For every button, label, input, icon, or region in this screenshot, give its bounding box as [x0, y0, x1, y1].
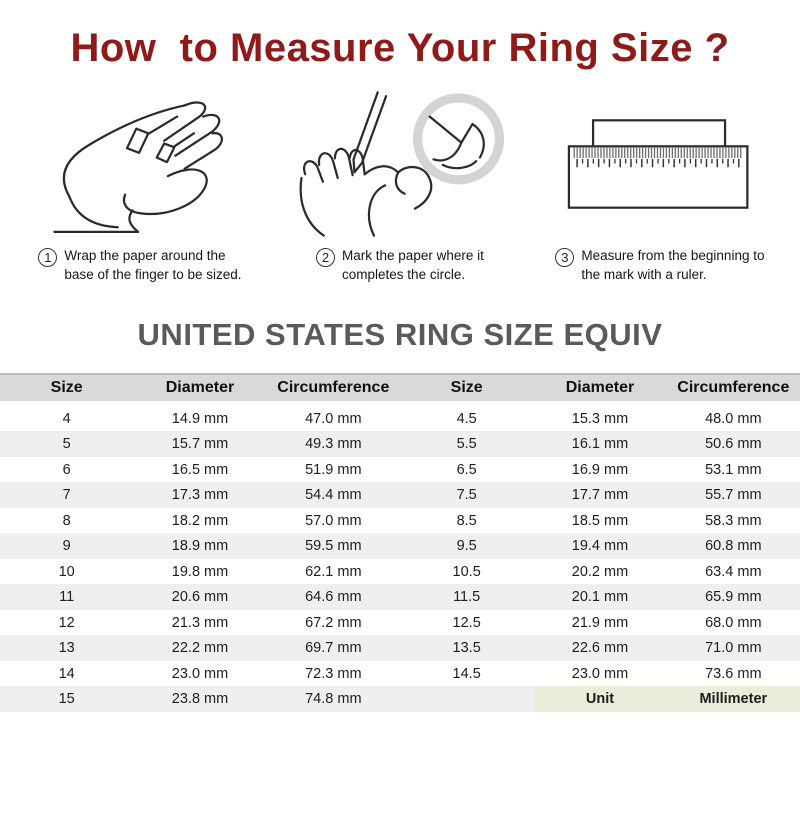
table-cell: 22.2 mm: [171, 640, 229, 657]
table-row: [0, 508, 800, 534]
table-cell: 13: [58, 640, 75, 657]
table-cell: 19.8 mm: [171, 563, 229, 580]
table-cell: 64.6 mm: [305, 589, 362, 606]
table-cell: 11: [59, 589, 75, 606]
table-cell: 13.5: [452, 640, 481, 657]
step-3-number-badge: 3: [555, 248, 574, 267]
table-cell: 21.9 mm: [571, 614, 629, 631]
table-cell: 72.3 mm: [305, 665, 362, 682]
table-cell: 7: [62, 487, 71, 504]
table-row: [0, 431, 800, 457]
ruler-measuring-paper-icon: [540, 85, 780, 243]
ring-size-table: [0, 373, 800, 712]
table-cell: 51.9 mm: [305, 461, 362, 478]
step-2-number-badge: 2: [316, 248, 335, 267]
table-cell: 12.5: [452, 614, 481, 631]
table-cell: 12: [58, 614, 75, 631]
table-row: [0, 559, 800, 585]
table-cell: 57.0 mm: [305, 512, 362, 529]
table-cell: 6.5: [456, 461, 477, 478]
marking-paper-with-pen-icon: [280, 85, 520, 243]
table-cell: 20.2 mm: [571, 563, 629, 580]
measurement-steps: [0, 85, 800, 285]
table-cell: 21.3 mm: [171, 614, 229, 631]
table-cell: 53.1 mm: [705, 461, 762, 478]
step-2-mark-paper: [270, 85, 530, 285]
table-cell: 73.6 mm: [705, 665, 762, 682]
table-cell: 5: [62, 436, 71, 453]
step-1-caption: [38, 247, 241, 285]
table-cell: 65.9 mm: [705, 589, 762, 606]
table-cell: 58.3 mm: [705, 512, 762, 529]
table-row: [0, 635, 800, 661]
table-cell: 4.5: [456, 410, 477, 427]
table-cell: 9.5: [456, 538, 477, 555]
step-3-measure-ruler: [530, 85, 790, 285]
table-cell: 14.9 mm: [171, 410, 229, 427]
table-cell: 68.0 mm: [705, 614, 762, 631]
table-cell: 18.9 mm: [171, 538, 229, 555]
step-1-wrap-paper: [10, 85, 270, 285]
step-2-caption: [316, 247, 484, 285]
table-row: [0, 457, 800, 483]
table-cell: 14: [58, 665, 75, 682]
table-row: [0, 610, 800, 636]
table-cell: 59.5 mm: [305, 538, 362, 555]
table-cell: 62.1 mm: [305, 563, 362, 580]
table-row: [0, 686, 800, 712]
column-header: Diameter: [133, 373, 266, 406]
table-cell: 8: [62, 512, 71, 529]
table-cell: 47.0 mm: [305, 410, 362, 427]
column-header: Size: [400, 373, 533, 406]
table-header: [0, 373, 800, 406]
table-cell: 71.0 mm: [705, 640, 762, 657]
hand-with-paper-strip-icon: [20, 85, 260, 243]
table-cell: 23.0 mm: [171, 665, 229, 682]
ring-size-guide-page: [0, 26, 800, 826]
table-cell: 63.4 mm: [705, 563, 762, 580]
table-cell: 16.9 mm: [571, 461, 629, 478]
page-title: How to Measure Your Ring Size ?: [70, 26, 730, 70]
table-cell: 10.5: [452, 563, 481, 580]
table-row: [0, 406, 800, 432]
table-cell: 16.1 mm: [571, 436, 629, 453]
table-cell: 23.0 mm: [571, 665, 629, 682]
table-cell: 20.6 mm: [171, 589, 229, 606]
column-header: Size: [0, 373, 133, 406]
table-cell: 18.2 mm: [171, 512, 229, 529]
step-3-caption-text: Measure from the beginning to the mark with a ruler.: [581, 248, 765, 282]
table-cell: 54.4 mm: [305, 487, 362, 504]
table-cell: 18.5 mm: [571, 512, 629, 529]
column-header: Circumference: [267, 373, 400, 406]
step-1-number-badge: 1: [38, 248, 57, 267]
table-row: [0, 482, 800, 508]
table-cell: 4: [62, 410, 71, 427]
table-cell: 19.4 mm: [571, 538, 629, 555]
table-body: [0, 406, 800, 712]
table-cell: 5.5: [456, 436, 477, 453]
table-cell: 11.5: [453, 589, 481, 606]
table-cell: 17.7 mm: [571, 487, 629, 504]
table-cell: 49.3 mm: [305, 436, 362, 453]
table-cell: Unit: [533, 686, 666, 712]
table-heading: UNITED STATES RING SIZE EQUIV: [137, 316, 663, 352]
table-cell: 48.0 mm: [705, 410, 762, 427]
table-cell: 69.7 mm: [305, 640, 362, 657]
table-cell: 22.6 mm: [571, 640, 629, 657]
step-3-caption: [555, 247, 764, 285]
table-row: [0, 661, 800, 687]
table-cell: 15: [58, 691, 75, 708]
table-cell: 50.6 mm: [705, 436, 762, 453]
table-cell: 55.7 mm: [705, 487, 762, 504]
table-row: [0, 584, 800, 610]
table-cell: 74.8 mm: [305, 691, 362, 708]
column-header: Circumference: [667, 373, 800, 406]
table-cell: 17.3 mm: [171, 487, 229, 504]
table-cell: 15.7 mm: [171, 436, 229, 453]
table-cell: 23.8 mm: [171, 691, 229, 708]
table-cell: 15.3 mm: [571, 410, 629, 427]
table-cell: 6: [62, 461, 71, 478]
table-cell: 60.8 mm: [705, 538, 762, 555]
table-cell: Millimeter: [667, 686, 800, 712]
table-cell: 20.1 mm: [571, 589, 629, 606]
table-cell: 8.5: [456, 512, 477, 529]
step-2-caption-text: Mark the paper where it completes the circle.: [342, 248, 484, 282]
table-cell: 14.5: [452, 665, 481, 682]
step-1-caption-text: Wrap the paper around the base of the finger to be sized.: [64, 248, 242, 282]
table-cell: [400, 686, 533, 712]
table-cell: 10: [58, 563, 75, 580]
table-cell: 9: [62, 538, 71, 555]
header-row: [0, 373, 800, 406]
table-cell: 67.2 mm: [305, 614, 362, 631]
column-header: Diameter: [533, 373, 666, 406]
table-row: [0, 533, 800, 559]
table-cell: 16.5 mm: [171, 461, 229, 478]
table-cell: 7.5: [456, 487, 477, 504]
